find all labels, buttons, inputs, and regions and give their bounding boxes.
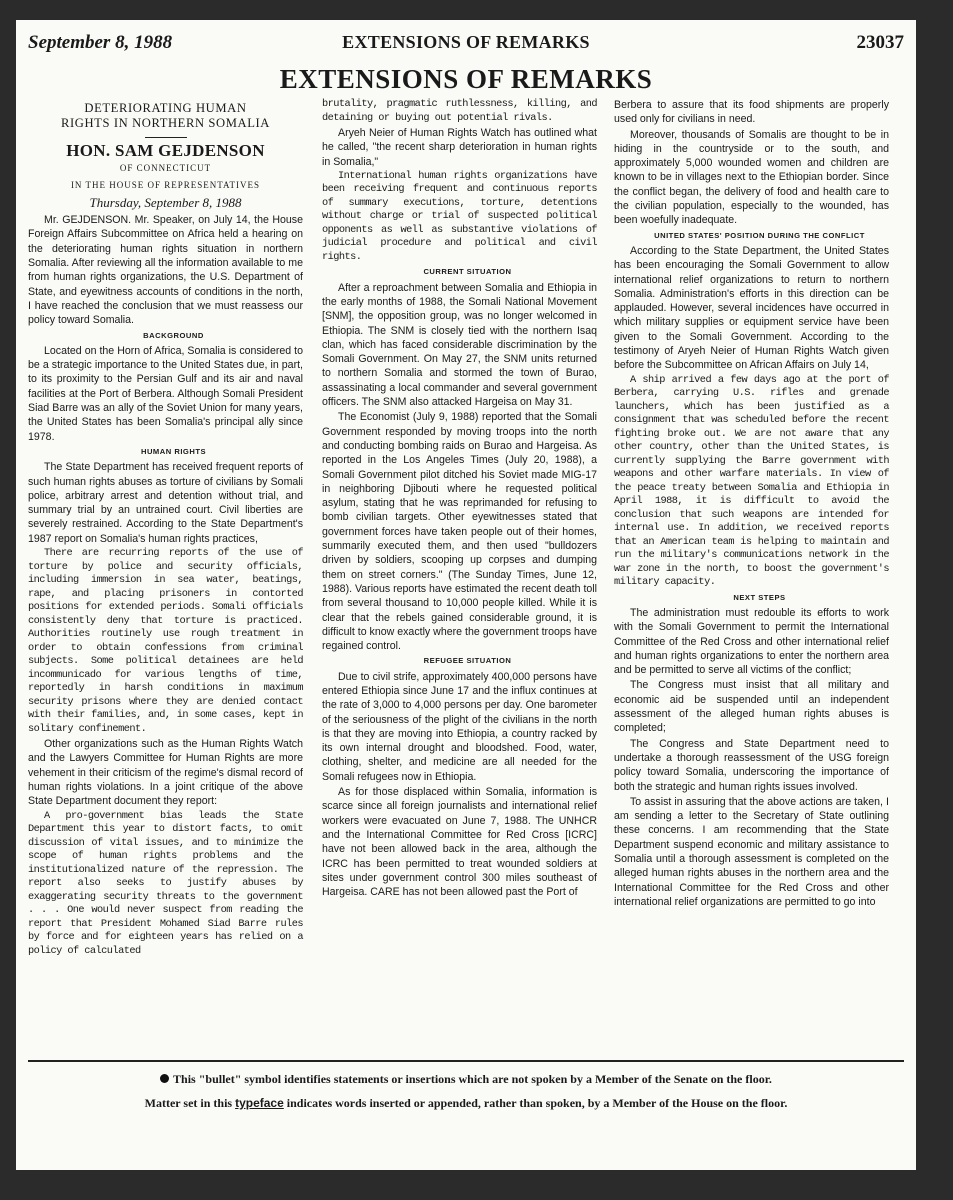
footer-bullet-note	[28, 1072, 904, 1087]
column-2	[322, 98, 597, 900]
paragraph: Other organizations such as the Human Rights Watch and the Lawyers Committee for Human Rights are more vehement in their criticism of the regime's dismal record of human rights violations. In a joint critique of the above State Department document they report:	[28, 738, 303, 808]
paragraph: The Congress must insist that all military and economic aid be suspended until an independent assessment of the alleged human rights abuses is completed;	[614, 679, 889, 735]
running-header	[16, 32, 916, 56]
chamber-line: IN THE HOUSE OF REPRESENTATIVES	[70, 179, 261, 190]
article-title	[28, 101, 303, 131]
section-heading-us-position: UNITED STATES' POSITION DURING THE CONFLICT	[654, 230, 865, 240]
paragraph: The administration must redouble its efforts to work with the Somali Government to permit the International Committee of the Red Cross and other international relief and human rights organizations to enter the northern area and be permitted to serve all victims of the conflict;	[614, 606, 889, 677]
section-heading-refugee-situation: REFUGEE SITUATION	[423, 656, 512, 666]
footer-line-2b: indicates words inserted or appended, rather than spoken, by a Member of the House on the floor.	[286, 1096, 788, 1110]
paragraph: Mr. GEJDENSON. Mr. Speaker, on July 14, the House Foreign Affairs Subcommittee on Africa held a hearing on the deteriorating human rights situation in northern Somalia. After reviewing all the information available to me from human rights organizations, the U.S. Department of State, and eyewitness accounts of conditions in the north, I have reached the conclusion that we must reassess our policy toward Somalia.	[28, 214, 303, 327]
bullet-icon	[160, 1074, 169, 1083]
page-title: EXTENSIONS OF REMARKS	[279, 64, 653, 94]
congressional-record-page	[16, 20, 916, 1170]
article-title-line-1: DETERIORATING HUMAN	[84, 101, 247, 115]
header-section: EXTENSIONS OF REMARKS	[342, 32, 590, 52]
footer-line-1: This "bullet" symbol identifies statements or insertions which are not spoken by a Member of the Senate on the floor.	[173, 1072, 772, 1086]
paragraph: The Congress and State Department need to undertake a thorough reassessment of the USG foreign policy toward Somalia, underscoring the importance of both the strategic and human rights issues involved.	[614, 737, 889, 793]
footer-typeface-note	[28, 1096, 904, 1111]
paragraph: Due to civil strife, approximately 400,000 persons have entered Ethiopia since June 17 and the influx continues at the rate of 3,000 to 4,000 persons per day. One barometer of the seriousness of the plight of the civilians in the north is that they are moving into Ethiopia, a country racked by its own internal drought and bloodshed. Food, water, clothing, shelter, and medicine are all needed for the Somali refugees now in Ethiopia.	[322, 670, 597, 783]
typeface-sample: typeface	[235, 1096, 284, 1110]
page-number: 23037	[856, 32, 904, 53]
paragraph: The State Department has received frequent reports of such human rights abuses as torture of civilians by Somali police, arbitrary arrest and detention without trial, and summary trial by an untrained court. Civil liberties are severely restrained. According to the State Department's 1987 report on Somalia's human rights practices,	[28, 461, 303, 545]
column-1	[28, 98, 303, 959]
quoted-excerpt: A ship arrived a few days ago at the port of Berbera, carrying U.S. rifles and grenade launchers, which has been justified as a consignment that was scheduled before the recent fighting broke out. We are not aware that any other country, other than the United States, is currently supplying the Barre government with weapons and other warfare materials. In view of the peace treaty between Somalia and Ethiopia in April 1988, it is difficult to avoid the conclusion that such weapons are intended for internal use. In addition, we received reports that an American team is helping to maintain and run the military's communications network in the war zone in the north, to boost the government's military capacity.	[614, 373, 889, 589]
header-date: September 8, 1988	[28, 32, 173, 53]
column-3	[614, 98, 889, 910]
title-divider	[145, 137, 187, 138]
paragraph: Berbera to assure that its food shipments are properly used only for civilians in need.	[614, 99, 889, 126]
paragraph: The Economist (July 9, 1988) reported that the Somali Government responded by moving troops into the north and conducting bombing raids on Burao and Hargeisa. As reported in the Los Angeles Times (July 20, 1988), a Somali Government pilot ditched his Soviet made MIG-17 in neighboring Djibouti where he requested political asylum, stating that he was reprimanded for refusing to bomb civilian targets. Other eyewitnesses stated that government forces have taken people out of their homes, summarily executed them, and then used "bulldozers driven by soldiers, scooping up corpses and dumping them on street corners." (The Sunday Times, June 12, 1988). Various reports have estimated the recent death toll from several thousand to 10,000 people killed. While it is clear that the rebels gained considerable ground, it is difficult to know exactly where the government troops have regained control.	[322, 411, 597, 653]
paragraph: As for those displaced within Somalia, information is scarce since all foreign journalists and international relief workers were evacuated on June 7, 1988. The UNHCR and the International Committee for Red Cross [ICRC] have not been allowed back in the area, although the ICRC has been permitted to treat wounded soldiers at sites under government control 300 miles southeast of Hargeisa. CARE has not been allowed past the Port of	[322, 786, 597, 899]
paragraph: Aryeh Neier of Human Rights Watch has outlined what he called, "the recent sharp deterioration in human rights in Somalia,"	[322, 127, 597, 168]
paragraph: Moreover, thousands of Somalis are thought to be in hiding in the countryside or to the south, and approximately 5,000 wounded women and children are known to be in villages next to the Ethiopian border. Since the conflict began, the delivery of food and health care to the civilian population, especially to the wounded, has been woefully inadequate.	[614, 128, 889, 227]
section-heading-background: BACKGROUND	[143, 330, 204, 340]
quoted-excerpt: A pro-government bias leads the State Department this year to distort facts, to omit discussion of vital issues, and to minimize the scope of human rights problems and the institutionalized nature of the repression. The report also seeks to justify abuses by exaggerating security threats to the government . . . One would never suspect from reading the report that President Mohamed Siad Barre rules by force and for eighteen years has relied on a policy of calculated	[28, 809, 303, 957]
paragraph: After a reproachment between Somalia and Ethiopia in the early months of 1988, the Somali National Movement [SNM], the opposition group, was no longer welcomed in Ethiopia. The SNM is closely tied with the northern Isaq clan, which has faced considerable discrimination by the Somali Government. On May 27, the SNM units returned to northern Somalia and stormed the town of Burao, assassinating a local commander and several government officers. The SNM also attacked Hargeisa on May 31.	[322, 281, 597, 409]
section-heading-human-rights: HUMAN RIGHTS	[140, 446, 207, 456]
speaker-state: OF CONNECTICUT	[119, 163, 212, 174]
article-dateline: Thursday, September 8, 1988	[89, 194, 242, 210]
footer-line-2a: Matter set in this	[144, 1096, 233, 1110]
article-title-line-2: RIGHTS IN NORTHERN SOMALIA	[61, 116, 270, 130]
section-heading-next-steps: NEXT STEPS	[733, 592, 786, 602]
quoted-excerpt: brutality, pragmatic ruthlessness, killing, and detaining or buying out potential rivals.	[322, 98, 597, 124]
section-heading-current-situation: CURRENT SITUATION	[423, 267, 512, 277]
quoted-excerpt: International human rights organizations have been receiving frequent and continuous reports of summary executions, torture, detentions without charge or trial of suspected political opponents as well as substantive violations of judicial procedure and political and civil rights.	[322, 169, 597, 263]
paragraph: According to the State Department, the United States has been encouraging the Somali Government to allow international relief organizations to return to northern Somalia. Administration's efforts in this direction can be applauded. However, several incidences have occurred in which military supplies or equipment service have been given to the Somali Government. According to the testimony of Aryeh Neier of Human Rights Watch given before the Subcommittee on African Affairs on July 14,	[614, 244, 889, 372]
paragraph: Located on the Horn of Africa, Somalia is considered to be a strategic importance to the United States due, in part, to its proximity to the Persian Gulf and its air and naval facilities at the Port of Berbera. Although Somali President Siad Barre was an ally of the Soviet Union for many years, the United States has been Somalia's principal ally since 1978.	[28, 344, 303, 443]
paragraph: To assist in assuring that the above actions are taken, I am sending a letter to the Secretary of State outlining these concerns. I am recommending that the State Department suspend economic and military assistance to Somalia until a thorough assessment is completed on the alleged human rights abuses in the northern area and the International Committee for the Red Cross and other international relief organizations are permitted to go into	[614, 795, 889, 908]
page-footer	[28, 1060, 904, 1128]
speaker-name: HON. SAM GEJDENSON	[66, 141, 265, 160]
quoted-excerpt: There are recurring reports of the use of torture by police and security officials, including immersion in sea water, beatings, rape, and placing prisoners in contorted positions for extended periods. Somali officials consistently deny that torture is practiced. Authorities routinely use rough treatment in order to obtain confessions from criminal subjects. Some political detainees are held incommunicado for various lengths of time, reportedly in harsh conditions in maximum security prisons where they are denied contact with their families, and, in some cases, kept in solitary confinement.	[28, 547, 303, 735]
